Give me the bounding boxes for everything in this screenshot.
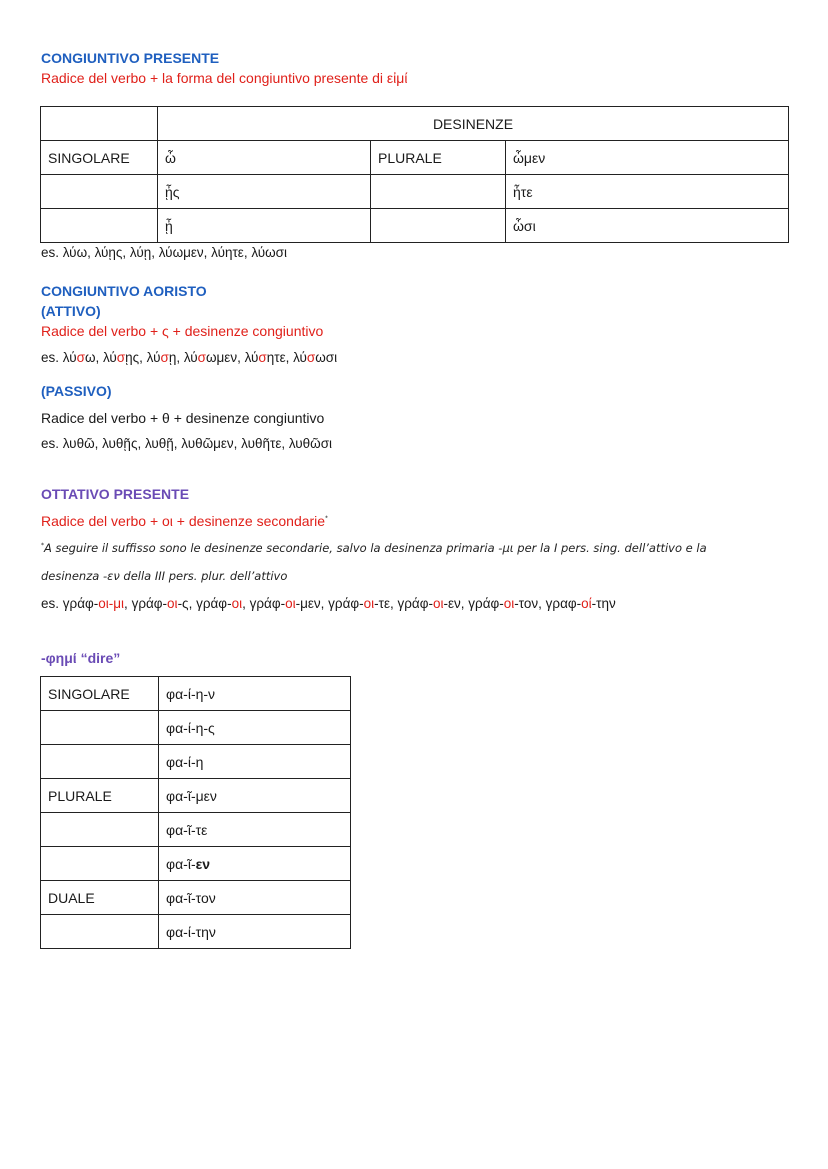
label-attivo: (ATTIVO) bbox=[41, 303, 101, 319]
form-ending: -τε, bbox=[374, 596, 398, 611]
form-bold-ending: εν bbox=[195, 855, 211, 872]
form-text: φα-ί-την bbox=[166, 923, 216, 940]
phemi-table bbox=[40, 676, 351, 949]
number-label-cell bbox=[41, 915, 159, 949]
form-highlight: σ bbox=[160, 350, 169, 365]
form-ending: ωσι bbox=[315, 350, 338, 365]
form-highlight: σ bbox=[306, 350, 316, 365]
form-cell bbox=[159, 677, 351, 711]
number-label-cell bbox=[41, 711, 159, 745]
label-passivo: (PASSIVO) bbox=[41, 383, 112, 399]
number-label-cell: PLURALE bbox=[41, 779, 159, 813]
form-cell bbox=[159, 779, 351, 813]
example-ottativo bbox=[41, 596, 616, 611]
example-form bbox=[63, 596, 132, 611]
form-highlight: οι bbox=[432, 596, 444, 611]
form-cell bbox=[159, 813, 351, 847]
example-forms bbox=[63, 596, 616, 611]
form-highlight: οί bbox=[581, 596, 592, 611]
footnote-mark: * bbox=[41, 542, 44, 550]
table-row bbox=[41, 813, 351, 847]
singolare-label: SINGOLARE bbox=[41, 141, 158, 175]
rule-ottativo-presente bbox=[41, 513, 328, 529]
form-ending: , bbox=[242, 596, 250, 611]
form-ending: -ς, bbox=[177, 596, 197, 611]
form-stem: λύ bbox=[183, 350, 198, 365]
example-congiuntivo-presente: es. λύω, λύῃς, λύῃ, λύωμεν, λύητε, λύωσι bbox=[41, 245, 288, 260]
form-highlight: σ bbox=[197, 350, 206, 365]
footnote-line-1 bbox=[41, 541, 707, 555]
section-title-congiuntivo-aoristo: CONGIUNTIVO AORISTO bbox=[41, 283, 207, 299]
form-stem: λύ bbox=[146, 350, 161, 365]
singular-ending: ᾖ bbox=[158, 209, 371, 243]
form-stem: λύ bbox=[244, 350, 259, 365]
form-highlight: σ bbox=[258, 350, 267, 365]
form-text: φα-ῖ-τον bbox=[166, 889, 216, 906]
footnote-text: A seguire il suffisso sono le desinenze secondarie, salvo la desinenza primaria -μι per la I pers. sing. dell’attivo e la bbox=[44, 541, 707, 555]
example-forms bbox=[63, 350, 337, 365]
table-row bbox=[41, 711, 351, 745]
example-form bbox=[196, 596, 250, 611]
example-form bbox=[132, 596, 197, 611]
rule-aoristo-attivo: Radice del verbo + ς + desinenze congiuntivo bbox=[41, 323, 324, 339]
form-stem: γράφ- bbox=[249, 596, 286, 611]
section-title-phemi: -φημί “dire” bbox=[41, 650, 121, 666]
example-form bbox=[398, 596, 469, 611]
form-highlight: οι bbox=[167, 596, 178, 611]
form-highlight: σ bbox=[116, 350, 126, 365]
form-stem: γράφ- bbox=[397, 596, 433, 611]
form-text: φα-ῖ-τε bbox=[166, 821, 208, 838]
example-form bbox=[546, 596, 616, 611]
table-row bbox=[41, 779, 351, 813]
form-ending: -την bbox=[591, 596, 616, 611]
number-label-cell: SINGOLARE bbox=[41, 677, 159, 711]
form-stem: γράφ- bbox=[468, 596, 504, 611]
form-stem: γράφ- bbox=[328, 596, 364, 611]
form-text: φα-ί-η bbox=[166, 753, 204, 770]
plural-ending: ἦτε bbox=[506, 175, 789, 209]
footnote-mark: * bbox=[325, 515, 328, 523]
form-ending: ω, bbox=[84, 350, 103, 365]
form-highlight: οι bbox=[285, 596, 296, 611]
form-ending: -εν, bbox=[443, 596, 469, 611]
form-stem: γράφ- bbox=[62, 596, 99, 611]
singular-ending: ᾖς bbox=[158, 175, 371, 209]
desinenze-header: DESINENZE bbox=[158, 107, 789, 141]
table-row bbox=[41, 677, 351, 711]
section-title-ottativo-presente: OTTATIVO PRESENTE bbox=[41, 486, 190, 502]
example-form bbox=[250, 596, 329, 611]
form-text: φα-ί-η-ν bbox=[166, 685, 216, 702]
rule-text: Radice del verbo + οι + desinenze secondarie bbox=[41, 513, 326, 529]
form-highlight: οι bbox=[363, 596, 375, 611]
form-ending: , bbox=[124, 596, 132, 611]
plural-ending: ὦσι bbox=[506, 209, 789, 243]
table-row bbox=[41, 915, 351, 949]
form-stem: λύ bbox=[62, 350, 77, 365]
table-cell bbox=[371, 209, 506, 243]
table-row bbox=[41, 847, 351, 881]
table-cell bbox=[371, 175, 506, 209]
table-row bbox=[41, 745, 351, 779]
form-highlight: οι-μι bbox=[98, 596, 125, 611]
example-prefix: es. bbox=[41, 596, 60, 611]
form-ending: ωμεν, bbox=[205, 350, 245, 365]
form-stem: γραφ- bbox=[545, 596, 582, 611]
example-form bbox=[147, 350, 184, 365]
number-label-cell bbox=[41, 813, 159, 847]
form-stem: λύ bbox=[293, 350, 307, 365]
form-cell bbox=[159, 711, 351, 745]
table-row bbox=[41, 881, 351, 915]
form-highlight: οι bbox=[231, 596, 243, 611]
table-cell bbox=[41, 175, 158, 209]
example-form bbox=[245, 350, 294, 365]
form-text: φα-ῖ- bbox=[166, 855, 196, 872]
plural-ending: ὦμεν bbox=[506, 141, 789, 175]
desinenze-table bbox=[40, 106, 789, 243]
form-stem: γράφ- bbox=[131, 596, 168, 611]
example-form bbox=[184, 350, 245, 365]
form-highlight: οι bbox=[503, 596, 515, 611]
example-aoristo-passivo: es. λυθῶ, λυθῇς, λυθῇ, λυθῶμεν, λυθῆτε, λυθῶσι bbox=[41, 436, 333, 451]
rule-aoristo-passivo: Radice del verbo + θ + desinenze congiuntivo bbox=[41, 410, 325, 426]
example-prefix: es. bbox=[41, 350, 60, 365]
plurale-label: PLURALE bbox=[371, 141, 506, 175]
table-cell bbox=[41, 107, 158, 141]
example-aoristo-attivo bbox=[41, 350, 337, 365]
form-cell bbox=[159, 915, 351, 949]
form-cell bbox=[159, 881, 351, 915]
example-form bbox=[63, 350, 103, 365]
table-cell bbox=[41, 209, 158, 243]
number-label-cell bbox=[41, 745, 159, 779]
example-form bbox=[293, 350, 337, 365]
form-ending: -τον, bbox=[514, 596, 546, 611]
form-ending: ητε, bbox=[266, 350, 294, 365]
example-form bbox=[468, 596, 545, 611]
form-text: φα-ῖ-μεν bbox=[166, 787, 217, 804]
form-stem: γράφ- bbox=[196, 596, 232, 611]
form-highlight: σ bbox=[76, 350, 85, 365]
form-ending: ῃ, bbox=[168, 350, 184, 365]
form-text: φα-ί-η-ς bbox=[166, 719, 215, 736]
singular-ending: ὦ bbox=[158, 141, 371, 175]
form-ending: -μεν, bbox=[295, 596, 329, 611]
form-cell bbox=[159, 745, 351, 779]
example-form bbox=[103, 350, 147, 365]
form-stem: λύ bbox=[102, 350, 117, 365]
number-label-cell: DUALE bbox=[41, 881, 159, 915]
form-ending: ῃς, bbox=[125, 350, 147, 365]
section-title-congiuntivo-presente: CONGIUNTIVO PRESENTE bbox=[41, 50, 220, 66]
number-label-cell bbox=[41, 847, 159, 881]
rule-congiuntivo-presente: Radice del verbo + la forma del congiuntivo presente di εἰμί bbox=[41, 70, 408, 86]
example-form bbox=[328, 596, 397, 611]
footnote-line-2: desinenza -εν della III pers. plur. dell’attivo bbox=[41, 569, 288, 583]
form-cell bbox=[159, 847, 351, 881]
